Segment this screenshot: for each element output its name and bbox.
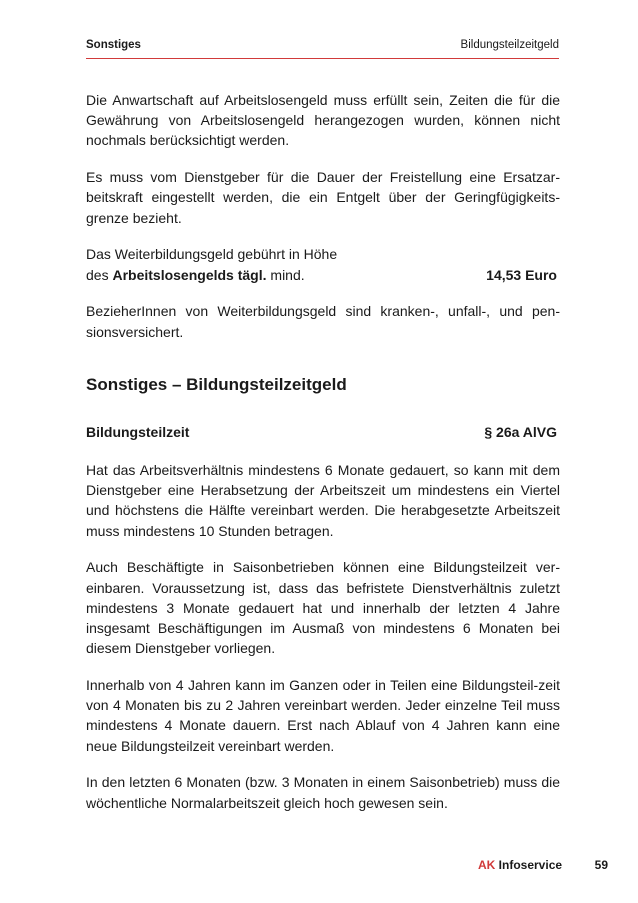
paragraph-herabsetzung: Hat das Arbeitsverhältnis mindestens 6 Monate gedauert, so kann mit dem Dienstgeber eine Herabsetzung der Arbeitszeit um mindestens ein Viertel und höchstens die Hälfte vereinbart werden. Die herabgesetzte Arbeitszeit muss mindestens 10 Stunden betragen. bbox=[86, 462, 560, 539]
legal-reference: § 26a AlVG bbox=[484, 423, 557, 440]
page-footer bbox=[478, 858, 608, 876]
paragraph-versicherung: BezieherInnen von Weiterbildungsgeld sind kranken-, unfall-, und pen-sionsversichert. bbox=[86, 303, 560, 340]
paragraph-anwartschaft: Die Anwartschaft auf Arbeitslosengeld muss erfüllt sein, Zeiten die für die Gewährung von Arbeitslosengeld herangezogen wurden, können nicht nochmals berücksichtigt werden. bbox=[86, 92, 560, 149]
paragraph-ersatzarbeitskraft: Es muss vom Dienstgeber für die Dauer der Freistellung eine Ersatzar-beitskraft eingestellt werden, die ein Entgelt über der Geringfügigkeits-grenze bezieht. bbox=[86, 169, 560, 226]
subsection-heading bbox=[86, 422, 560, 442]
subsection-label: Bildungsteilzeit bbox=[86, 423, 190, 440]
amount-suffix: mind. bbox=[266, 266, 305, 283]
page-number: 59 bbox=[594, 858, 608, 872]
page-body bbox=[86, 90, 560, 829]
amount-value: 14,53 Euro bbox=[486, 266, 557, 283]
header-section-label: Sonstiges bbox=[86, 39, 141, 51]
footer-brand-infoservice: Infoservice bbox=[495, 858, 563, 872]
paragraph-zeitraum: Innerhalb von 4 Jahren kann im Ganzen oder in Teilen eine Bildungsteil-zeit von 4 Monaten bis zu 2 Jahren vereinbart werden. Jeder einzelne Teil muss mindestens 4 Monate dauern. Erst nach Ablauf von 4 Jahren kann eine neue Bildungsteilzeit vereinbart werden. bbox=[86, 677, 560, 754]
paragraph-saisonbetriebe: Auch Beschäftigte in Saisonbetrieben können eine Bildungsteilzeit ver-einbaren. Voraussetzung ist, dass das befristete Dienstverhältnis zuletzt mindestens 3 Monate gedauert hat und innerhalb der letzten 4 Jahre insgesamt Beschäftigungen im Ausmaß von mindestens 6 Monaten bei diesem Dienstgeber vorliegen. bbox=[86, 559, 560, 657]
footer-brand-ak: AK bbox=[478, 858, 496, 872]
amount-basis: Arbeitslosengelds tägl. bbox=[112, 266, 267, 283]
amount-prefix: des bbox=[86, 266, 113, 283]
paragraph-normalarbeitszeit: In den letzten 6 Monaten (bzw. 3 Monaten in einem Saisonbetrieb) muss die wöchentliche Normalarbeitszeit gleich hoch gewesen sein. bbox=[86, 774, 560, 811]
page-header bbox=[86, 36, 559, 59]
amount-description bbox=[86, 265, 305, 285]
section-title: Sonstiges – Bildungsteilzeitgeld bbox=[86, 374, 347, 394]
paragraph-weiterbildungsgeld-hoehe bbox=[86, 244, 560, 284]
amount-line-1: Das Weiterbildungsgeld gebührt in Höhe bbox=[86, 246, 338, 263]
amount-line-2 bbox=[86, 265, 560, 285]
header-topic-label: Bildungsteilzeitgeld bbox=[460, 39, 559, 51]
